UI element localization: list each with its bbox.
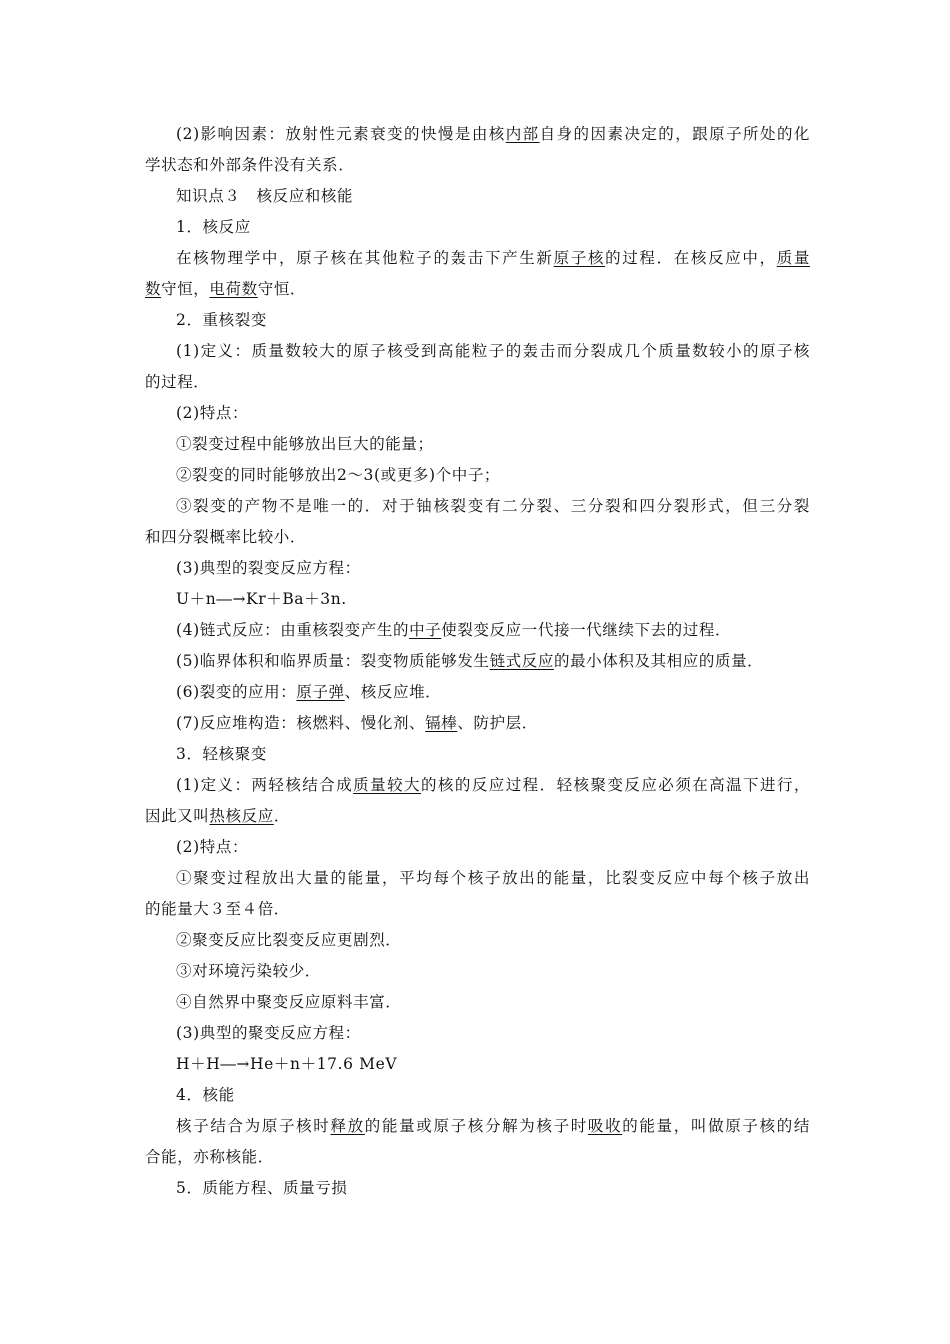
nuclear-energy-paragraph-cont: 合能，亦称核能．: [145, 1148, 274, 1166]
fusion-definition: (1)定义：两轻核结合成质量较大的核的反应过程．轻核聚变反应必须在高温下进行，: [176, 776, 810, 794]
paragraph-influence-factors-cont: 学状态和外部条件没有关系．: [145, 156, 355, 174]
underlined-answer: 原子核: [553, 249, 606, 267]
paragraph-influence-factors: (2)影响因素：放射性元素衰变的快慢是由核内部自身的因素决定的，跟原子所处的化: [176, 125, 811, 143]
fission-feature-1: ①裂变过程中能够放出巨大的能量；: [176, 435, 434, 453]
fusion-feature-1: ①聚变过程放出大量的能量，平均每个核子放出的能量，比裂变反应中每个核子放出: [176, 869, 810, 887]
underlined-answer: 释放: [330, 1117, 365, 1135]
heading-heavy-fission: 2．重核裂变: [176, 311, 267, 329]
fusion-equation: H＋H―→He＋n＋17.6 MeV: [176, 1055, 398, 1073]
fission-feature-3-cont: 和四分裂概率比较小．: [145, 528, 307, 546]
heading-mass-energy: 5．质能方程、质量亏损: [176, 1179, 348, 1197]
fusion-feature-4: ④自然界中聚变反应原料丰富．: [176, 993, 402, 1011]
chain-reaction: (4)链式反应：由重核裂变产生的中子使裂变反应一代接一代继续下去的过程．: [176, 621, 732, 639]
paragraph-nuclear-reaction: 在核物理学中，原子核在其他粒子的轰击下产生新原子核的过程．在核反应中，质量: [176, 249, 810, 267]
fusion-definition-cont: 因此又叫热核反应．: [145, 807, 290, 825]
fission-features-title: (2)特点：: [176, 404, 249, 422]
underlined-answer: 质量较大: [353, 776, 421, 794]
underlined-answer: 中子: [409, 621, 442, 639]
underlined-answer: 链式反应: [489, 652, 554, 670]
paragraph-nuclear-reaction-cont: 数守恒，电荷数守恒．: [145, 280, 307, 298]
underlined-answer: 数: [145, 280, 162, 298]
fission-equation: U＋n―→Kr＋Ba＋3n.: [176, 590, 347, 608]
underlined-answer: 质量: [776, 249, 810, 267]
section-title: 知识点３ 核反应和核能: [176, 187, 354, 205]
heading-nuclear-energy: 4．核能: [176, 1086, 235, 1104]
critical-volume: (5)临界体积和临界质量：裂变物质能够发生链式反应的最小体积及其相应的质量．: [176, 652, 764, 670]
fission-application: (6)裂变的应用：原子弹、核反应堆．: [176, 683, 442, 701]
fusion-feature-1-cont: 的能量大３至４倍．: [145, 900, 290, 918]
fusion-feature-2: ②聚变反应比裂变反应更剧烈．: [176, 931, 402, 949]
nuclear-energy-paragraph: 核子结合为原子核时释放的能量或原子核分解为核子时吸收的能量，叫做原子核的结: [176, 1117, 810, 1135]
underlined-answer: 内部: [505, 125, 540, 143]
fusion-feature-3: ③对环境污染较少．: [176, 962, 321, 980]
fusion-features-title: (2)特点：: [176, 838, 249, 856]
underlined-answer: 原子弹: [296, 683, 345, 701]
underlined-answer: 吸收: [587, 1117, 623, 1135]
fission-feature-3: ③裂变的产物不是唯一的．对于铀核裂变有二分裂、三分裂和四分裂形式，但三分裂: [176, 497, 810, 515]
fission-equation-title: (3)典型的裂变反应方程：: [176, 559, 361, 577]
underlined-answer: 热核反应: [209, 807, 274, 825]
reactor-structure: (7)反应堆构造：核燃料、慢化剂、镉棒、防护层．: [176, 714, 538, 732]
fission-definition: (1)定义：质量数较大的原子核受到高能粒子的轰击而分裂成几个质量数较小的原子核: [176, 342, 810, 360]
fission-feature-2: ②裂变的同时能够放出2～3(或更多)个中子；: [176, 466, 501, 484]
heading-light-fusion: 3．轻核聚变: [176, 745, 267, 763]
underlined-answer: 电荷数: [209, 280, 258, 298]
underlined-answer: 镉棒: [425, 714, 458, 732]
fission-definition-cont: 的过程．: [145, 373, 210, 391]
fusion-equation-title: (3)典型的聚变反应方程：: [176, 1024, 361, 1042]
heading-nuclear-reaction: 1．核反应: [176, 218, 251, 236]
